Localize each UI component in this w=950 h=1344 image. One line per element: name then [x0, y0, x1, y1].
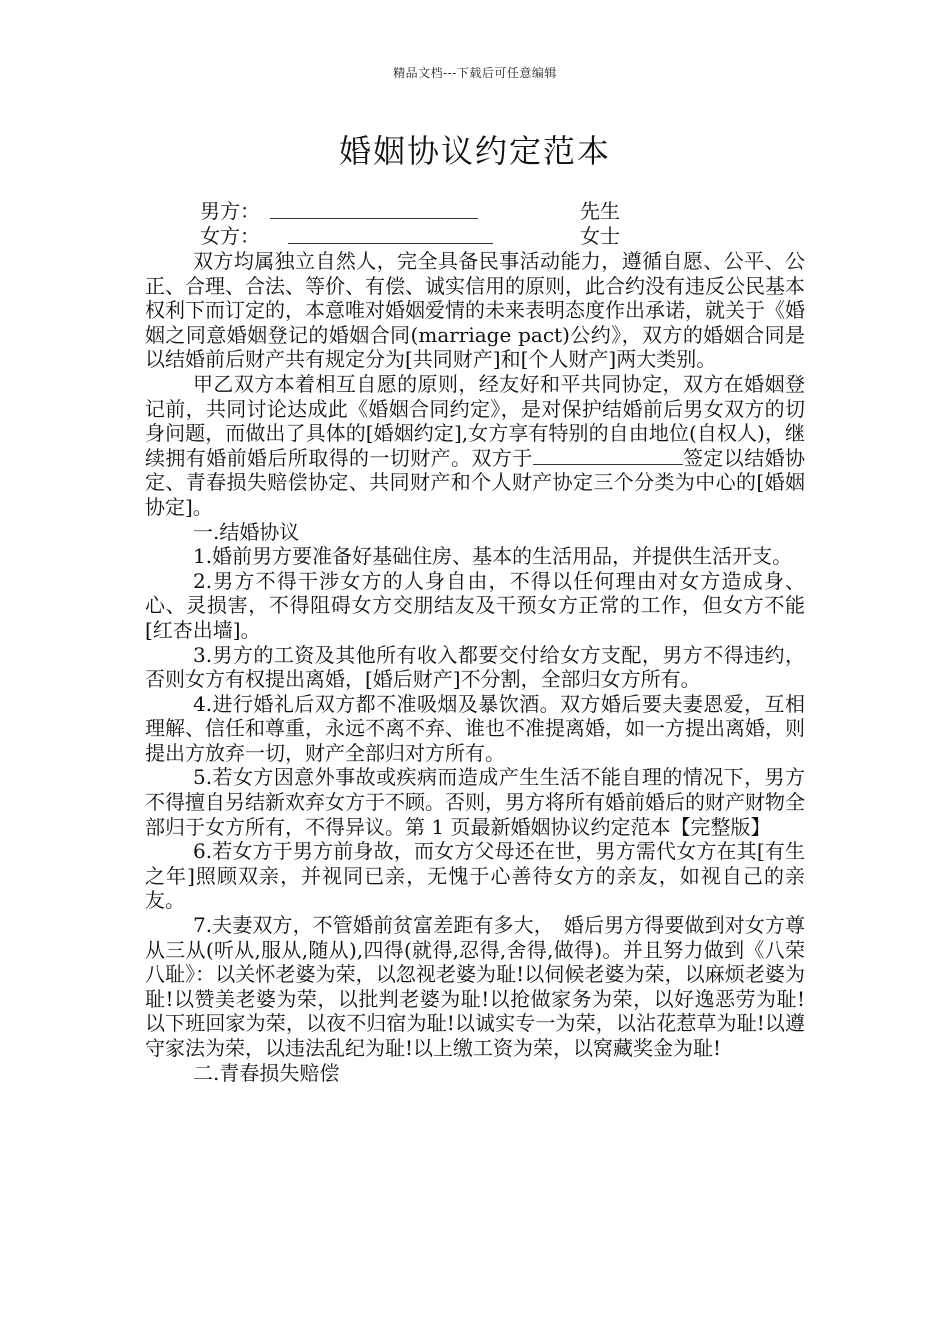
clause-4: 4.进行婚礼后双方都不准吸烟及暴饮酒。双方婚后要夫妻恩爱，互相理解、信任和尊重，永远不离不弃、谁也不准提离婚，如一方提出离婚，则提出方放弃一切，财产全部归对方所有。: [145, 691, 805, 765]
paragraph-intro: 双方均属独立自然人，完全具备民事活动能力，遵循自愿、公平、公正、合理、合法、等价、有偿、诚实信用的原则，此合约没有违反公民基本权利下而订定的，本意唯对婚姻爱情的未来表明态度作出承诺，就关于《婚姻之同意婚姻登记的婚姻合同(marriage pact)公约》，双方的婚姻合同是以结婚前后财产共有规定分为[共同财产]和[个人财产]两大类别。: [145, 249, 805, 372]
female-title: 女士: [580, 224, 620, 248]
agreement-body: [145, 249, 805, 1085]
clause-5: 5.若女方因意外事故或疾病而造成产生生活不能自理的情况下，男方不得擅自另结新欢弃女方于不顾。否则，男方将所有婚前婚后的财产财物全部归于女方所有，不得异议。第 1 页最新婚姻协议约定范本【完整版】: [145, 765, 805, 839]
clause-7: 7.夫妻双方，不管婚前贫富差距有多大， 婚后男方得要做到对女方尊从三从(听从,服从,随从),四得(就得,忍得,舍得,做得)。并且努力做到《八荣八耻》：以关怀老婆为荣，以忽视老婆为耻!以伺候老婆为荣，以麻烦老婆为耻!以赞美老婆为荣，以批判老婆为耻!以抢做家务为荣，以好逸恶劳为耻!以下班回家为荣，以夜不归宿为耻!以诚实专一为荣，以沾花惹草为耻!以遵守家法为荣，以违法乱纪为耻!以上缴工资为荣，以窝藏奖金为耻!: [145, 913, 805, 1060]
female-name-blank[interactable]: [288, 243, 493, 244]
section-heading-youth-compensation: 二.青春损失赔偿: [193, 1060, 340, 1085]
male-name-blank[interactable]: [270, 218, 478, 219]
clause-6: 6.若女方于男方前身故，而女方父母还在世，男方需代女方在其[有生之年]照顾双亲，并视同已亲，无愧于心善待女方的亲友，如视自己的亲友。: [145, 839, 805, 913]
date-blank[interactable]: [533, 446, 683, 465]
male-title: 先生: [580, 199, 620, 223]
clause-3: 3.男方的工资及其他所有收入都要交付给女方支配，男方不得违约，否则女方有权提出离婚，[婚后财产]不分割，全部归女方所有。: [145, 642, 805, 692]
page-title: 婚姻协议约定范本: [338, 132, 611, 170]
clause-2: 2.男方不得干涉女方的人身自由，不得以任何理由对女方造成身、心、灵损害，不得阻碍女方交朋结友及干预女方正常的工作，但女方不能[红杏出墙]。: [145, 568, 805, 642]
male-label: 男方：: [200, 199, 260, 223]
header-note: 精品文档---下载后可任意编辑: [393, 66, 557, 80]
female-label: 女方：: [200, 224, 260, 248]
paragraph-agreement: [145, 372, 805, 520]
clause-1: 1.婚前男方要准备好基础住房、基本的生活用品，并提供生活开支。: [193, 544, 793, 569]
male-party-line: [200, 198, 670, 224]
section-heading-marriage: 一.结婚协议: [193, 519, 300, 544]
female-party-line: [200, 223, 670, 249]
paragraph-agreement-text-2: 签定以结婚协定、青春损失赔偿协定、共同财产和个人财产协定三个分类为中心的[婚姻协定]。: [145, 445, 806, 519]
paragraph-agreement-text-1: 甲乙双方本着相互自愿的原则，经友好和平共同协定，双方在婚姻登记前，共同讨论达成此《婚姻合同约定》，是对保护结婚前后男女双方的切身问题，而做出了具体的[婚姻约定],女方享有特别的自由地位(自权人)，继续拥有婚前婚后所取得的一切财产。双方于: [145, 371, 805, 470]
